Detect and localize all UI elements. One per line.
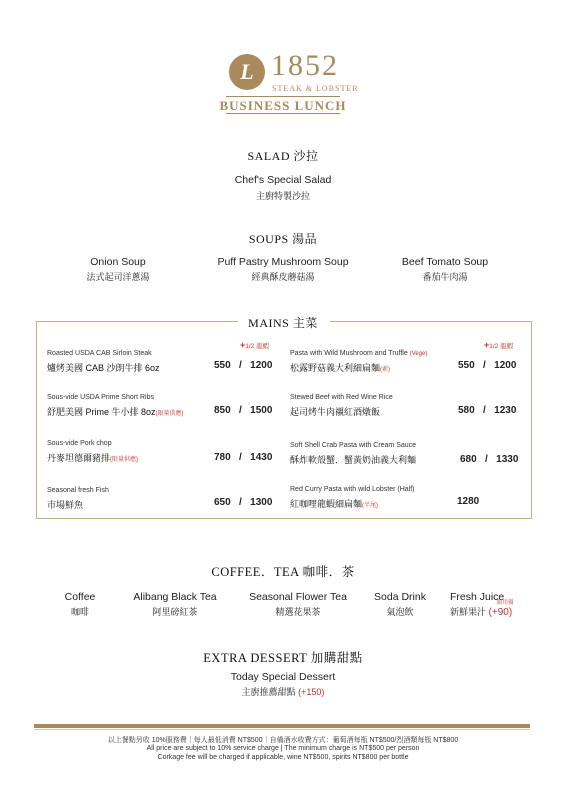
footer-bar — [34, 724, 530, 728]
footer-line-en: All price are subject to 10% service charge | The minimum charge is NT$500 per person — [146, 745, 420, 752]
main-item-price: 680 / 1330 — [460, 454, 519, 465]
main-item-price: 550 / 1200 — [214, 360, 273, 371]
main-item-zh: 起司烤牛肉襯紅酒燉飯 — [290, 407, 381, 417]
soup-item-zh: 法式起司洋蔥湯 — [86, 272, 150, 282]
main-item-en: Pasta with Wild Mushroom and Truffle (Vege) — [290, 350, 428, 357]
salad-item-zh: 主廚特製沙拉 — [255, 191, 310, 201]
drink-item-zh: 咖啡 — [70, 607, 89, 617]
footer-line-zh: 以上餐點另收 10%服務費｜每人最低消費 NT$500｜自備酒水收費方式：葡萄酒每瓶 NT$500/烈酒類每瓶 NT$800 — [107, 737, 459, 744]
salad-title: SALAD 沙拉 — [247, 149, 319, 163]
soups-title: SOUPS 湯品 — [248, 232, 318, 246]
soup-item-en: Beef Tomato Soup — [401, 256, 489, 268]
divider — [226, 96, 340, 97]
main-item-en: Sous-vide Pork chop — [47, 440, 112, 447]
soup-item-zh: 經典酥皮蘑菇湯 — [251, 272, 315, 282]
drink-item-zh: 氣泡飲 — [386, 607, 414, 617]
main-item-en: Red Curry Pasta with wild Lobster (Half) — [290, 486, 415, 493]
main-item-price: 780 / 1430 — [214, 452, 273, 463]
main-item-zh: 爐烤美國 CAB 沙朗牛排 6oz — [47, 363, 160, 373]
drink-item-en: Seasonal Flower Tea — [249, 591, 347, 603]
main-item-en: Soft Shell Crab Pasta with Cream Sauce — [290, 442, 417, 449]
drink-item-en: Fresh Juice — [450, 591, 505, 603]
main-item-en: Sous-vide USDA Prime Short Ribs — [47, 394, 154, 401]
footer-line-corkage: Corkage fee will be charged if applicable, wine NT$500, spirits NT$800 per bottle — [157, 754, 409, 761]
drink-item-zh: 精選花果茶 — [275, 607, 321, 617]
soup-item-zh: 番茄牛肉湯 — [422, 272, 468, 282]
brand-name: 1852 — [271, 49, 339, 82]
brand-emblem-letter: L — [240, 59, 254, 84]
dessert-item-en: Today Special Dessert — [230, 671, 336, 683]
drink-item-zh: 阿里磅紅茶 — [152, 607, 198, 617]
drink-item-zh: 新鮮果汁 (+90) — [450, 607, 513, 618]
main-item-zh: 紅咖哩龍蝦細扁麵(半尾) — [290, 499, 379, 509]
main-item-price: 1280 — [457, 496, 480, 507]
footer-divider — [34, 729, 530, 730]
main-item-zh: 丹麥坦德爾豬排(限量供應) — [47, 453, 139, 463]
brand-subtitle: STEAK & LOBSTER — [272, 84, 359, 93]
main-item-price: 650 / 1300 — [214, 497, 273, 508]
brand-emblem — [229, 54, 265, 90]
salad-item-en: Chef's Special Salad — [234, 174, 332, 186]
drinks-title: COFFEE．TEA 咖啡．茶 — [211, 565, 355, 579]
half-lobster-label: +1/2 龍蝦 — [240, 340, 270, 350]
half-lobster-label: +1/2 龍蝦 — [484, 340, 514, 350]
main-item-price: 580 / 1230 — [458, 405, 517, 416]
mains-title: MAINS 主菜 — [248, 316, 318, 330]
menu-title: BUSINESS LUNCH — [219, 98, 347, 113]
main-item-en: Seasonal fresh Fish — [47, 487, 109, 494]
drink-item-en: Soda Drink — [374, 591, 426, 603]
dessert-title: EXTRA DESSERT 加購甜點 — [203, 651, 363, 665]
soup-item-en: Onion Soup — [90, 256, 146, 268]
main-item-zh: 市場鮮魚 — [47, 500, 84, 510]
main-item-zh: 酥炸軟殼蟹．蟹黃奶油義大利麵 — [290, 455, 417, 465]
main-item-zh: 松露野菇義大利細扁麵(素) — [290, 363, 391, 373]
main-item-en: Stewed Beef with Red Wine Rice — [290, 394, 393, 401]
main-item-en: Roasted USDA CAB Sirloin Steak — [47, 350, 152, 357]
drink-item-note: 限用優 — [497, 600, 514, 606]
main-item-zh: 舒肥美國 Prime 牛小排 8oz(限量供應) — [47, 407, 184, 417]
soup-item-en: Puff Pastry Mushroom Soup — [217, 256, 349, 268]
drink-item-en: Coffee — [64, 591, 96, 603]
dessert-item-zh: 主廚推薦甜點 (+150) — [241, 687, 325, 697]
divider — [226, 113, 340, 114]
main-item-price: 550 / 1200 — [458, 360, 517, 371]
drink-item-en: Alibang Black Tea — [133, 591, 217, 603]
main-item-price: 850 / 1500 — [214, 405, 273, 416]
